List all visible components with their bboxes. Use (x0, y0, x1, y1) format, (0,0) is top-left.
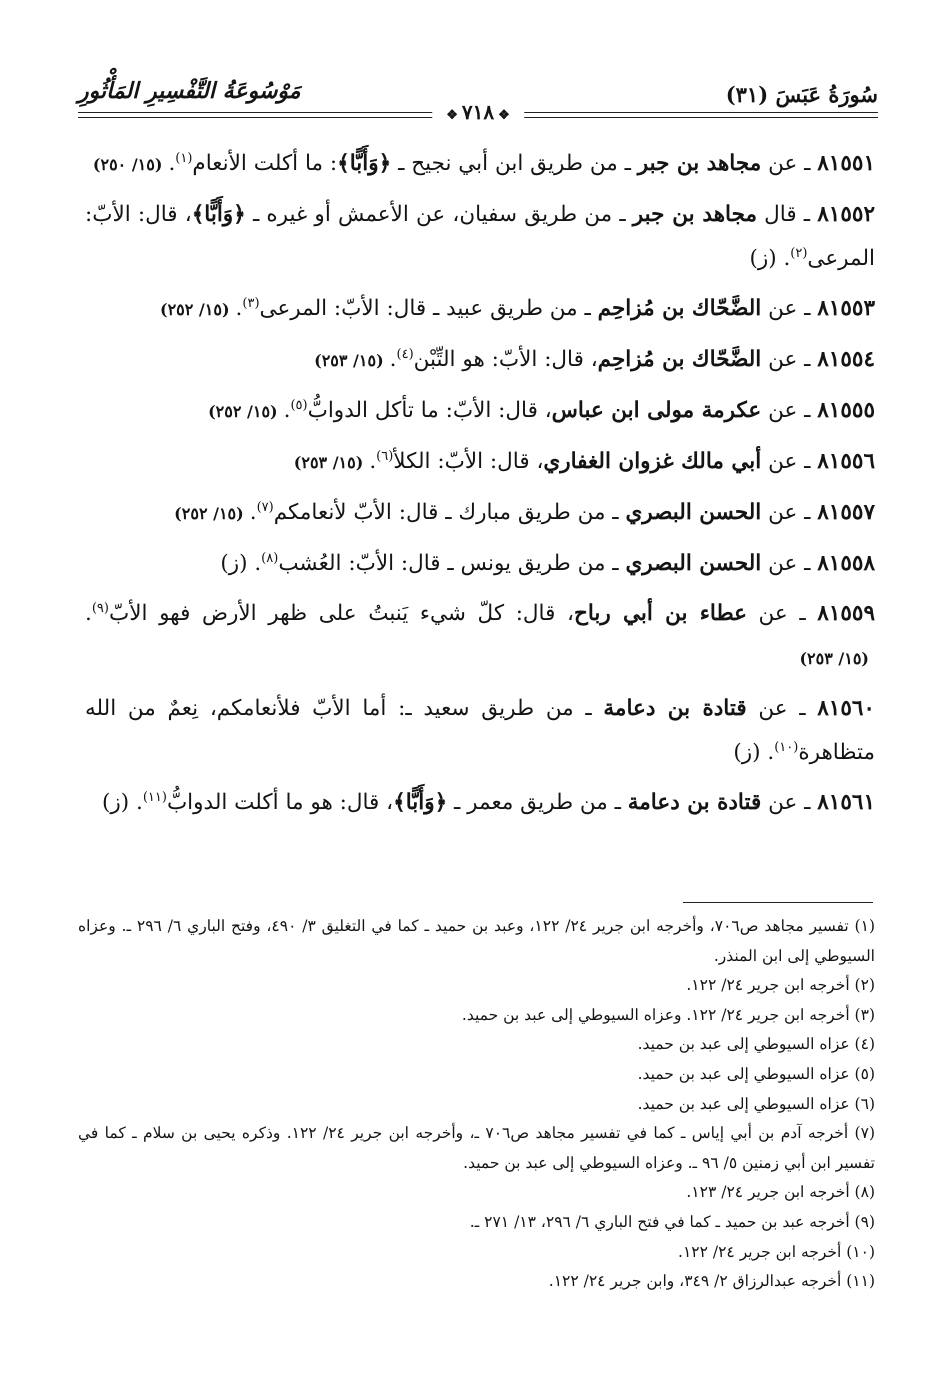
entry-tail: . (ز) (220, 551, 262, 576)
footnote-marker: (٨) (261, 550, 279, 566)
entry-tail: . (369, 449, 377, 474)
footnote: (٦) عزاه السيوطي إلى عبد بن حميد. (637, 1094, 875, 1113)
narrator-name: الضَّحّاك بن مُزاحِم (597, 347, 762, 372)
entry-text: ـ عن (761, 551, 818, 576)
entry-tail: . (283, 398, 291, 423)
footnote: (٧) أخرجه آدم بن أبي إياس ـ كما في تفسير مجاهد ص٧٠٦ ـ، وأخرجه ابن جرير ٢٤/ ١٢٢. وذكره يحيى بن سلام ـ كما في تفسير ابن أبي زمنين ٥/ ٩٦ ـ. وعزاه السيوطي إلى عبد بن حميد. (78, 1124, 875, 1172)
entry-text: ـ عن (761, 500, 818, 525)
volume-page-ref: (١٥/ ٢٥٢) (174, 504, 244, 523)
entry-text: ـ من طريق يونس ـ قال: الأبّ: العُشب (278, 551, 626, 576)
quran-word: ﴿وَأَبًّا﴾ (393, 790, 448, 815)
entry-text: ـ عن (761, 151, 818, 176)
entry-tail: . (ز) (101, 790, 143, 815)
entry-text: ـ من طريق عبيد ـ قال: الأبّ: المرعى (259, 296, 598, 321)
page-header (78, 70, 878, 130)
narration-entry (85, 142, 875, 187)
quran-word: ﴿وَأَبًّا﴾ (191, 202, 246, 227)
entry-number: ٨١٥٥٦ (817, 449, 875, 474)
footnote: (٨) أخرجه ابن جرير ٢٤/ ١٢٣. (686, 1183, 875, 1202)
entry-text: ـ من طريق مبارك ـ قال: الأبّ لأنعامكم (273, 500, 626, 525)
entry-text: ـ عن (746, 601, 818, 626)
narrator-name: قتادة بن دعامة (603, 696, 747, 721)
entry-number: ٨١٥٦١ (817, 790, 875, 815)
entry-text: ـ من طريق معمر ـ (447, 790, 628, 815)
entry-text: ـ عن (761, 790, 818, 815)
narrator-name: عطاء بن أبي رباح (573, 601, 747, 626)
footnote: (١٠) أخرجه ابن جرير ٢٤/ ١٢٢. (678, 1242, 875, 1261)
entry-number: ٨١٥٥٩ (817, 601, 876, 626)
entry-number: ٨١٥٥٥ (817, 398, 875, 423)
entry-tail: . (249, 500, 257, 525)
narrator-name: أبي مالك غزوان الغفاري (543, 449, 762, 474)
footnote-marker: (٧) (256, 499, 274, 515)
narrator-name: عكرمة مولى ابن عباس (551, 398, 762, 423)
footnote-marker: (١) (175, 150, 193, 166)
volume-page-ref: (١٥/ ٢٥٠) (92, 155, 163, 174)
book-title: مَوْسُوعَةُ التَّفْسِيرِ المَأْثُورِ (78, 78, 301, 104)
entry-text: ـ عن (761, 347, 818, 372)
footnote: (١١) أخرجه عبدالرزاق ٢/ ٣٤٩، وابن جرير ٢٤/ ١٢٢. (548, 1272, 875, 1291)
surah-title: سُورَةُ عَبَسَ (٣١) (725, 82, 878, 107)
narrator-name: الحسن البصري (625, 551, 762, 576)
narration-entry (85, 440, 875, 485)
narration-entry (85, 781, 875, 825)
footnote: (٥) عزاه السيوطي إلى عبد بن حميد. (637, 1064, 875, 1083)
entry-tail: . (ز) (733, 740, 775, 765)
footnote-marker: (١١) (142, 789, 167, 805)
entry-text: ـ عن (746, 696, 818, 721)
narration-entry (85, 193, 875, 281)
ornament-icon: ❖ (446, 108, 458, 123)
narrator-name: الحسن البصري (625, 500, 762, 525)
narrator-name: مجاهد بن جبر (632, 202, 757, 227)
entry-number: ٨١٥٥٣ (817, 296, 875, 321)
narrator-name: قتادة بن دعامة (627, 790, 762, 815)
ornament-icon: ❖ (498, 108, 510, 123)
narration-entry (85, 592, 875, 681)
footnote: (١) تفسير مجاهد ص٧٠٦، وأخرجه ابن جرير ٢٤/ ١٢٢، وعبد بن حميد ـ كما في التغليق ٣/ ٤٩٠، وفتح الباري ٦/ ٢٩٦ ـ. وعزاه السيوطي إلى ابن المنذر. (78, 917, 875, 965)
narration-entry (85, 287, 875, 332)
entry-text: ـ عن (761, 449, 818, 474)
entry-number: ٨١٥٥٧ (817, 500, 875, 525)
entry-text: ، قال: الأبّ: المرعى (85, 202, 875, 271)
volume-page-ref: (١٥/ ٢٥٣) (799, 649, 869, 668)
entry-text: ، قال: الأبّ: ما تأكل الدوابُّ (307, 398, 552, 423)
entry-tail: . (ز) (749, 246, 791, 271)
volume-page-ref: (١٥/ ٢٥٣) (314, 351, 384, 370)
entry-number: ٨١٥٥٤ (817, 347, 875, 372)
volume-page-ref: (١٥/ ٢٥٢) (208, 402, 278, 421)
entry-text: ، قال: الأبّ: الكلأ (393, 449, 544, 474)
entry-number: ٨١٥٥١ (817, 151, 875, 176)
page-number: ٧١٨ (461, 100, 495, 124)
footnote: (٩) أخرجه عبد بن حميد ـ كما في فتح الباري ٦/ ٢٩٦، ١٣/ ٢٧١ ـ. (469, 1212, 875, 1231)
footnote-marker: (٣) (242, 295, 260, 311)
footnote-marker: (٢) (790, 245, 808, 261)
narration-entry (85, 338, 875, 383)
narration-entry (85, 491, 875, 536)
entry-text: ـ من طريق ابن أبي نجيح ـ (391, 151, 638, 176)
footnote-marker: (١٠) (774, 739, 799, 755)
entry-text: ـ من طريق سعيد ـ: أما الأبّ فلأنعامكم، نِعمٌ من الله متظاهرة (85, 696, 875, 765)
narrator-name: مجاهد بن جبر (637, 151, 762, 176)
footnote-marker: (٦) (376, 448, 394, 464)
footnote: (٣) أخرجه ابن جرير ٢٤/ ١٢٢. وعزاه السيوطي إلى عبد بن حميد. (461, 1005, 875, 1024)
footnote-separator (683, 902, 873, 903)
narration-list (85, 142, 875, 831)
narration-entry (85, 389, 875, 434)
footnote: (٢) أخرجه ابن جرير ٢٤/ ١٢٢. (686, 976, 875, 995)
page-number-box (432, 100, 524, 124)
entry-text: ، قال: كلّ شيء يَنبتُ على ظهر الأرض فهو الأبّ (108, 601, 574, 626)
footnote-marker: (٤) (396, 346, 414, 362)
entry-tail: . (85, 601, 92, 626)
entry-text: ـ قال (757, 202, 818, 227)
entry-text: ، قال: الأبّ: هو التِّبْن (413, 347, 598, 372)
entry-text: ـ عن (761, 398, 818, 423)
entry-text: : ما أكلت الأنعام (192, 151, 338, 176)
footnote-marker: (٥) (290, 397, 308, 413)
entry-tail: . (168, 151, 176, 176)
entry-text: ، قال: هو ما أكلت الدوابُّ (166, 790, 394, 815)
entry-number: ٨١٥٥٢ (817, 202, 875, 227)
entry-text: ـ عن (761, 296, 818, 321)
footnote-marker: (٩) (91, 600, 109, 616)
footnote: (٤) عزاه السيوطي إلى عبد بن حميد. (637, 1035, 875, 1054)
entry-number: ٨١٥٥٨ (817, 551, 875, 576)
narration-entry (85, 542, 875, 586)
quran-word: ﴿وَأَبًّا﴾ (337, 151, 392, 176)
entry-text: ـ من طريق سفيان، عن الأعمش أو غيره ـ (245, 202, 633, 227)
volume-page-ref: (١٥/ ٢٥٣) (293, 453, 364, 472)
entry-tail: . (235, 296, 243, 321)
entry-number: ٨١٥٦٠ (817, 696, 875, 721)
narrator-name: الضَّحّاك بن مُزاحِم (597, 296, 762, 321)
narration-entry (85, 687, 875, 775)
volume-page-ref: (١٥/ ٢٥٢) (160, 300, 230, 319)
footnotes-list (78, 912, 875, 1297)
entry-tail: . (389, 347, 397, 372)
